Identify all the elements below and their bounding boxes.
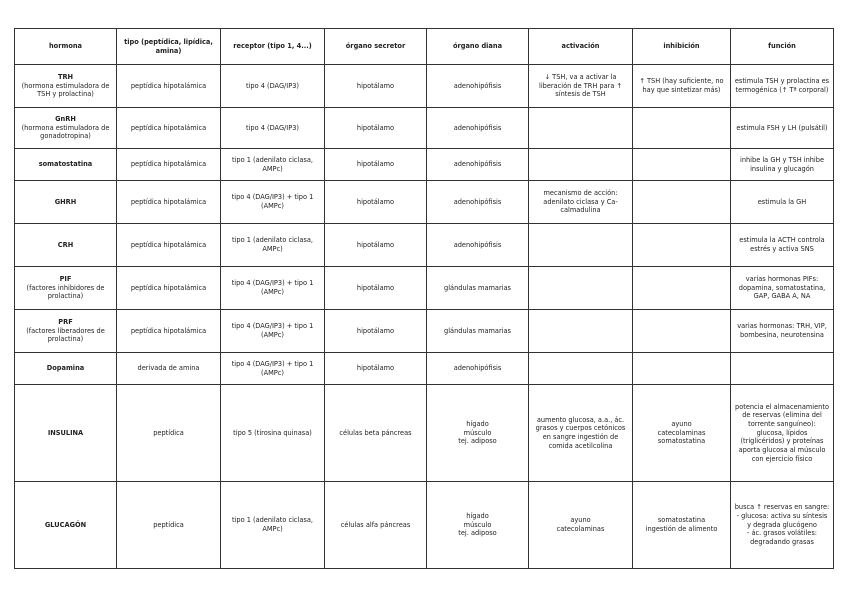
table-row xyxy=(15,65,834,108)
hormone-cell xyxy=(15,310,117,353)
hormone-name: TRH xyxy=(57,72,74,81)
receptor-cell: tipo 4 (DAG/IP3) xyxy=(221,108,325,149)
funcion-cell xyxy=(731,353,834,385)
secretor-cell: hipotálamo xyxy=(325,181,427,224)
hormone-cell xyxy=(15,267,117,310)
diana-cell: adenohipófisis xyxy=(427,224,529,267)
hormone-table xyxy=(14,28,834,569)
activacion-cell xyxy=(529,224,633,267)
secretor-cell: hipotálamo xyxy=(325,108,427,149)
hormone-name: GnRH xyxy=(55,114,76,123)
hormone-cell xyxy=(15,482,117,569)
secretor-cell: células beta páncreas xyxy=(325,385,427,482)
activacion-cell: ↓ TSH, va a activar la liberación de TRH para ↑ síntesis de TSH xyxy=(529,65,633,108)
hormone-name: PIF xyxy=(59,274,72,283)
funcion-cell: potencia el almacenamiento de reservas (elimina del torrente sanguíneo): glucosa, lípidos (triglicéridos) y proteínas aporta glucosa al músculo con ejercicio físico xyxy=(731,385,834,482)
table-row xyxy=(15,310,834,353)
diana-cell: adenohipófisis xyxy=(427,65,529,108)
tipo-cell: peptídica hipotalámica xyxy=(117,149,221,181)
funcion-cell: estimula la GH xyxy=(731,181,834,224)
header-organo-secretor: órgano secretor xyxy=(325,29,427,65)
inhibicion-cell xyxy=(633,224,731,267)
header-tipo: tipo (peptídica, lipídica, amina) xyxy=(117,29,221,65)
hormone-name: PRF xyxy=(58,317,73,326)
activacion-cell xyxy=(529,267,633,310)
inhibicion-cell xyxy=(633,267,731,310)
diana-cell: adenohipófisis xyxy=(427,181,529,224)
funcion-cell: busca ↑ reservas en sangre: - glucosa: activa su síntesis y degrada glucógeno - ác. grasos volátiles: degradando grasas xyxy=(731,482,834,569)
secretor-cell: hipotálamo xyxy=(325,267,427,310)
activacion-cell: ayuno catecolaminas xyxy=(529,482,633,569)
inhibicion-cell xyxy=(633,149,731,181)
hormone-cell xyxy=(15,149,117,181)
inhibicion-cell: somatostatina ingestión de alimento xyxy=(633,482,731,569)
activacion-cell xyxy=(529,353,633,385)
diana-cell: adenohipófisis xyxy=(427,108,529,149)
inhibicion-cell xyxy=(633,108,731,149)
tipo-cell: peptídica xyxy=(117,385,221,482)
hormone-name: Dopamina xyxy=(46,364,85,373)
receptor-cell: tipo 1 (adenilato ciclasa, AMPc) xyxy=(221,482,325,569)
inhibicion-cell xyxy=(633,181,731,224)
funcion-cell: inhibe la GH y TSH inhibe insulina y glucagón xyxy=(731,149,834,181)
hormone-subtitle: (hormona estimuladora de gonadotropina) xyxy=(21,123,110,141)
diana-cell: hígado músculo tej. adiposo xyxy=(427,385,529,482)
header-activacion: activación xyxy=(529,29,633,65)
funcion-cell: estimula la ACTH controla estrés y activa SNS xyxy=(731,224,834,267)
secretor-cell: células alfa páncreas xyxy=(325,482,427,569)
receptor-cell: tipo 4 (DAG/IP3) + tipo 1 (AMPc) xyxy=(221,310,325,353)
funcion-cell: varias hormonas PIFs: dopamina, somatostatina, GAP, GABA A, NA xyxy=(731,267,834,310)
hormone-subtitle: (factores liberadores de prolactina) xyxy=(26,326,105,344)
tipo-cell: peptídica hipotalámica xyxy=(117,267,221,310)
tipo-cell: peptídica hipotalámica xyxy=(117,65,221,108)
activacion-cell xyxy=(529,310,633,353)
diana-cell: adenohipófisis xyxy=(427,149,529,181)
tipo-cell: derivada de amina xyxy=(117,353,221,385)
hormone-cell xyxy=(15,65,117,108)
hormone-name: GHRH xyxy=(54,197,77,206)
hormone-name: CRH xyxy=(57,240,74,249)
receptor-cell: tipo 4 (DAG/IP3) xyxy=(221,65,325,108)
secretor-cell: hipotálamo xyxy=(325,149,427,181)
diana-cell: adenohipófisis xyxy=(427,353,529,385)
funcion-cell: estimula FSH y LH (pulsátil) xyxy=(731,108,834,149)
table-row xyxy=(15,482,834,569)
receptor-cell: tipo 4 (DAG/IP3) + tipo 1 (AMPc) xyxy=(221,181,325,224)
funcion-cell: estimula TSH y prolactina es termogénica (↑ Tª corporal) xyxy=(731,65,834,108)
activacion-cell xyxy=(529,149,633,181)
hormone-name: somatostatina xyxy=(38,160,93,169)
activacion-cell: aumento glucosa, a.a., ác. grasos y cuerpos cetónicos en sangre ingestión de comida acetilcolina xyxy=(529,385,633,482)
tipo-cell: peptídica xyxy=(117,482,221,569)
hormone-cell xyxy=(15,108,117,149)
funcion-cell: varias hormonas: TRH, VIP, bombesina, neurotensina xyxy=(731,310,834,353)
secretor-cell: hipotálamo xyxy=(325,65,427,108)
table-row xyxy=(15,181,834,224)
receptor-cell: tipo 4 (DAG/IP3) + tipo 1 (AMPc) xyxy=(221,353,325,385)
tipo-cell: peptídica hipotalámica xyxy=(117,108,221,149)
hormone-subtitle: (hormona estimuladora de TSH y prolactina) xyxy=(21,81,110,99)
header-inhibicion: inhibición xyxy=(633,29,731,65)
diana-cell: glándulas mamarias xyxy=(427,310,529,353)
receptor-cell: tipo 5 (tirosina quinasa) xyxy=(221,385,325,482)
receptor-cell: tipo 1 (adenilato ciclasa, AMPc) xyxy=(221,224,325,267)
inhibicion-cell xyxy=(633,353,731,385)
hormone-cell xyxy=(15,385,117,482)
hormone-name: INSULINA xyxy=(47,428,84,437)
secretor-cell: hipotálamo xyxy=(325,224,427,267)
diana-cell: glándulas mamarias xyxy=(427,267,529,310)
header-hormona: hormona xyxy=(15,29,117,65)
receptor-cell: tipo 4 (DAG/IP3) + tipo 1 (AMPc) xyxy=(221,267,325,310)
tipo-cell: peptídica hipotalámica xyxy=(117,310,221,353)
receptor-cell: tipo 1 (adenilato ciclasa, AMPc) xyxy=(221,149,325,181)
tipo-cell: peptídica hipotalámica xyxy=(117,224,221,267)
activacion-cell xyxy=(529,108,633,149)
secretor-cell: hipotálamo xyxy=(325,310,427,353)
secretor-cell: hipotálamo xyxy=(325,353,427,385)
tipo-cell: peptídica hipotalámica xyxy=(117,181,221,224)
activacion-cell: mecanismo de acción: adenilato ciclasa y Ca-calmadulina xyxy=(529,181,633,224)
table-row xyxy=(15,149,834,181)
hormone-subtitle: (factores inhibidores de prolactina) xyxy=(26,283,105,301)
hormone-cell xyxy=(15,181,117,224)
table-row xyxy=(15,108,834,149)
diana-cell: hígado músculo tej. adiposo xyxy=(427,482,529,569)
hormone-cell xyxy=(15,224,117,267)
hormone-name: GLUCAGÓN xyxy=(44,520,87,529)
table-row xyxy=(15,385,834,482)
header-funcion: función xyxy=(731,29,834,65)
header-receptor: receptor (tipo 1, 4...) xyxy=(221,29,325,65)
inhibicion-cell: ↑ TSH (hay suficiente, no hay que sintetizar más) xyxy=(633,65,731,108)
table-row xyxy=(15,267,834,310)
table-row xyxy=(15,224,834,267)
header-organo-diana: órgano diana xyxy=(427,29,529,65)
inhibicion-cell: ayuno catecolaminas somatostatina xyxy=(633,385,731,482)
header-row xyxy=(15,29,834,65)
table-row xyxy=(15,353,834,385)
inhibicion-cell xyxy=(633,310,731,353)
hormone-cell xyxy=(15,353,117,385)
